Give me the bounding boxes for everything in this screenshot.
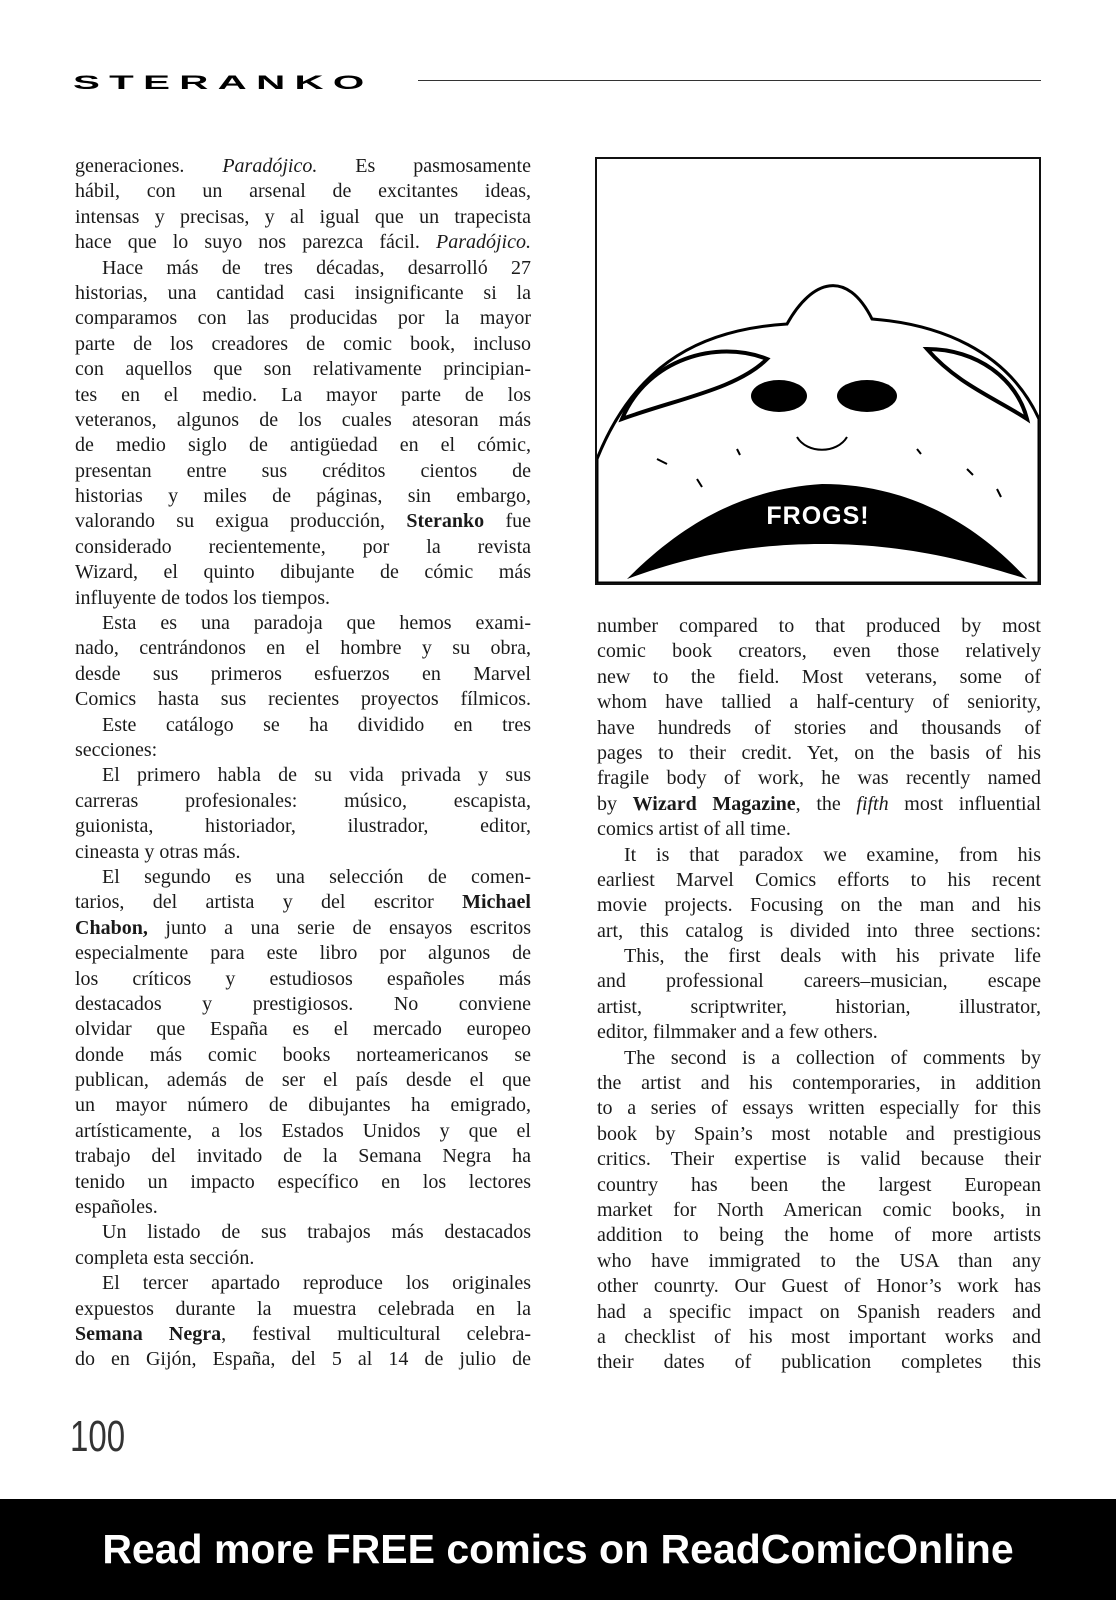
- text-segment: intensas y precisas, y al igual que un trapecista: [75, 205, 531, 228]
- text-line: [597, 1274, 1041, 1299]
- text-segment: critics. Their expertise is valid because their: [597, 1148, 1041, 1171]
- text-line: [75, 205, 531, 230]
- comic-panel-illustration: [595, 157, 1041, 585]
- text-segment: parte de los creadores de comic book, incluso: [75, 332, 531, 355]
- text-segment: and professional careers–musician, escape: [597, 970, 1041, 993]
- text-segment: Este catálogo se ha dividido en tres: [102, 713, 531, 736]
- bold-text: Steranko: [406, 510, 485, 533]
- text-line: [597, 1122, 1041, 1147]
- text-line: [75, 636, 531, 661]
- text-segment: movie projects. Focusing on the man and his: [597, 894, 1041, 917]
- text-segment: country has been the largest European: [597, 1173, 1041, 1196]
- text-segment: presentan entre sus créditos cientos de: [75, 459, 531, 482]
- text-line: [75, 1220, 531, 1245]
- text-segment: had a specific impact on Spanish readers and: [597, 1300, 1041, 1323]
- text-line: [75, 941, 531, 966]
- text-segment: guionista, historiador, ilustrador, editor,: [75, 815, 531, 838]
- text-line: [75, 1246, 531, 1271]
- text-line: [597, 944, 1041, 969]
- text-line: [75, 789, 531, 814]
- page-number: 100: [70, 1412, 126, 1461]
- text-segment: new to the field. Most veterans, some of: [597, 665, 1041, 688]
- text-segment: the artist and his contemporaries, in addition: [597, 1072, 1041, 1095]
- text-line: [597, 614, 1041, 639]
- italic-text: fifth: [856, 792, 889, 815]
- text-segment: Hace más de tres décadas, desarrolló 27: [102, 256, 531, 279]
- text-segment: fue: [484, 510, 531, 533]
- text-segment: to a series of essays written especially for this: [597, 1097, 1041, 1120]
- promo-banner[interactable]: [0, 1499, 1116, 1600]
- text-segment: other counrty. Our Guest of Honor’s work has: [597, 1275, 1041, 1298]
- text-line: [597, 1325, 1041, 1350]
- text-line: [597, 919, 1041, 944]
- text-line: [597, 893, 1041, 918]
- text-line: [75, 357, 531, 382]
- italic-text: Paradójico.: [436, 231, 531, 254]
- text-line: [75, 1068, 531, 1093]
- text-line: [597, 969, 1041, 994]
- text-line: [597, 1198, 1041, 1223]
- text-line: [597, 1173, 1041, 1198]
- text-line: [597, 843, 1041, 868]
- speech-caption: FROGS!: [766, 502, 870, 530]
- english-text-column: [597, 614, 1041, 1376]
- text-segment: un mayor número de dibujantes ha emigrado,: [75, 1094, 531, 1117]
- text-segment: by: [597, 792, 633, 815]
- text-line: [597, 665, 1041, 690]
- text-segment: secciones:: [75, 738, 158, 761]
- text-segment: have hundreds of stories and thousands of: [597, 716, 1041, 739]
- text-line: [75, 256, 531, 281]
- text-segment: market for North American comic books, in: [597, 1198, 1041, 1221]
- text-segment: Un listado de sus trabajos más destacados: [102, 1221, 531, 1244]
- text-line: [75, 1297, 531, 1322]
- text-line: [75, 1144, 531, 1169]
- text-segment: influyente de todos los tiempos.: [75, 586, 330, 609]
- text-segment: whom have tallied a half-century of seniority,: [597, 691, 1041, 714]
- text-segment: valorando su exigua producción,: [75, 510, 407, 533]
- text-segment: number compared to that produced by most: [597, 615, 1041, 637]
- text-segment: destacados y prestigiosos. No conviene: [75, 992, 531, 1015]
- text-line: [597, 690, 1041, 715]
- spanish-text-column: [75, 154, 531, 1373]
- text-line: [597, 1046, 1041, 1071]
- text-line: [597, 792, 1041, 817]
- text-line: [75, 560, 531, 585]
- text-segment: tenido un impacto específico en los lectores: [75, 1170, 531, 1193]
- text-line: [75, 433, 531, 458]
- text-segment: publican, además de ser el país desde el que: [75, 1069, 531, 1092]
- text-line: [75, 1195, 531, 1220]
- text-segment: artist, scriptwriter, historian, illustrator,: [597, 995, 1041, 1018]
- text-line: [75, 1093, 531, 1118]
- text-segment: donde más comic books norteamericanos se: [75, 1043, 531, 1066]
- text-line: [75, 1347, 531, 1372]
- text-segment: Comics hasta sus recientes proyectos fílmicos.: [75, 688, 531, 711]
- text-segment: olvidar que España es el mercado europeo: [75, 1018, 531, 1041]
- text-line: [597, 766, 1041, 791]
- text-line: [597, 1249, 1041, 1274]
- text-segment: addition to being the home of more artists: [597, 1224, 1041, 1247]
- text-segment: do en Gijón, España, del 5 al 14 de julio de: [75, 1348, 531, 1371]
- text-line: [75, 814, 531, 839]
- text-segment: Esta es una paradoja que hemos exami-: [102, 612, 531, 635]
- text-segment: a checklist of his most important works and: [597, 1325, 1041, 1348]
- text-line: [75, 967, 531, 992]
- text-line: [75, 662, 531, 687]
- text-line: [597, 995, 1041, 1020]
- text-line: [75, 1322, 531, 1347]
- text-line: [75, 332, 531, 357]
- text-line: [75, 230, 531, 255]
- text-line: [597, 1300, 1041, 1325]
- text-line: [75, 865, 531, 890]
- text-segment: their dates of publication completes this: [597, 1351, 1041, 1374]
- text-line: [75, 687, 531, 712]
- text-line: [75, 916, 531, 941]
- text-segment: carreras profesionales: músico, escapista,: [75, 789, 531, 812]
- text-line: [75, 611, 531, 636]
- text-line: [75, 1271, 531, 1296]
- text-segment: El tercer apartado reproduce los originales: [102, 1272, 531, 1295]
- text-segment: pages to their credit. Yet, on the basis of his: [597, 741, 1041, 764]
- text-segment: This, the first deals with his private life: [624, 945, 1041, 968]
- text-segment: , festival multicultural celebra-: [221, 1322, 531, 1345]
- text-line: [75, 992, 531, 1017]
- text-line: [75, 459, 531, 484]
- text-line: [75, 509, 531, 534]
- bold-text: Wizard Magazine: [632, 792, 796, 815]
- text-segment: most influential: [888, 792, 1041, 815]
- text-segment: junto a una serie de ensayos escritos: [147, 916, 531, 939]
- text-line: [75, 281, 531, 306]
- text-segment: hábil, con un arsenal de excitantes ideas,: [75, 180, 531, 203]
- text-segment: tarios, del artista y del escritor: [75, 891, 463, 914]
- text-segment: The second is a collection of comments by: [624, 1046, 1041, 1069]
- promo-banner-text[interactable]: Read more FREE comics on ReadComicOnline: [102, 1526, 1014, 1572]
- bold-text: Chabon,: [75, 916, 148, 939]
- text-line: [75, 1170, 531, 1195]
- text-segment: comics artist of all time.: [597, 818, 791, 841]
- text-line: [75, 586, 531, 611]
- text-segment: trabajo del invitado de la Semana Negra ha: [75, 1145, 531, 1168]
- text-segment: con aquellos que son relativamente principian-: [75, 358, 531, 381]
- text-line: [597, 1350, 1041, 1375]
- bold-text: Semana Negra: [75, 1322, 222, 1345]
- text-line: [75, 306, 531, 331]
- text-segment: El segundo es una selección de comen-: [102, 865, 531, 888]
- text-segment: Es pasmosamente: [317, 155, 531, 177]
- text-segment: de medio siglo de antigüedad en el cómic,: [75, 434, 531, 457]
- text-line: [597, 1223, 1041, 1248]
- text-line: [75, 408, 531, 433]
- text-segment: artísticamente, a los Estados Unidos y que el: [75, 1119, 531, 1142]
- text-segment: los críticos y estudiosos españoles más: [75, 967, 531, 990]
- text-line: [597, 741, 1041, 766]
- text-segment: fragile body of work, he was recently named: [597, 767, 1041, 790]
- text-line: [597, 639, 1041, 664]
- text-segment: art, this catalog is divided into three sections:: [597, 919, 1041, 942]
- text-segment: historias, una cantidad casi insignificante si la: [75, 281, 531, 304]
- text-segment: tes en el medio. La mayor parte de los: [75, 383, 531, 406]
- text-line: [75, 1119, 531, 1144]
- text-line: [75, 154, 531, 179]
- text-segment: It is that paradox we examine, from his: [624, 843, 1041, 866]
- steranko-logo: STERANKO: [73, 70, 374, 94]
- text-segment: completa esta sección.: [75, 1246, 255, 1269]
- text-line: [597, 1071, 1041, 1096]
- text-line: [75, 840, 531, 865]
- text-line: [597, 1147, 1041, 1172]
- text-segment: generaciones.: [75, 155, 223, 177]
- text-line: [75, 484, 531, 509]
- text-line: [75, 890, 531, 915]
- text-line: [75, 1017, 531, 1042]
- bold-text: Michael: [462, 891, 531, 914]
- text-segment: cineasta y otras más.: [75, 840, 241, 863]
- text-line: [597, 1096, 1041, 1121]
- text-segment: El primero habla de su vida privada y sus: [102, 764, 531, 787]
- text-segment: , the: [795, 792, 857, 815]
- text-segment: veteranos, algunos de los cuales atesoran más: [75, 408, 531, 431]
- text-segment: expuestos durante la muestra celebrada en la: [75, 1297, 531, 1320]
- text-line: [75, 179, 531, 204]
- text-line: [597, 817, 1041, 842]
- text-segment: desde sus primeros esfuerzos en Marvel: [75, 662, 531, 685]
- text-segment: hace que lo suyo nos parezca fácil.: [75, 231, 436, 254]
- text-segment: comic book creators, even those relatively: [597, 640, 1041, 663]
- text-segment: comparamos con las producidas por la mayor: [75, 307, 531, 330]
- text-line: [597, 1020, 1041, 1045]
- text-segment: earliest Marvel Comics efforts to his recent: [597, 868, 1041, 891]
- text-line: [75, 383, 531, 408]
- text-segment: especialmente para este libro por algunos de: [75, 942, 531, 965]
- text-segment: who have immigrated to the USA than any: [597, 1249, 1041, 1272]
- text-line: [597, 868, 1041, 893]
- italic-text: Paradójico.: [222, 155, 318, 177]
- text-segment: editor, filmmaker and a few others.: [597, 1021, 878, 1044]
- header-rule: [418, 80, 1041, 81]
- text-line: [75, 535, 531, 560]
- text-line: [75, 738, 531, 763]
- text-segment: Wizard, el quinto dibujante de cómic más: [75, 561, 531, 584]
- text-segment: nado, centrándonos en el hombre y su obra,: [75, 637, 531, 660]
- text-line: [75, 1043, 531, 1068]
- text-line: [75, 713, 531, 738]
- text-segment: historias y miles de páginas, sin embargo,: [75, 485, 531, 508]
- text-segment: considerado recientemente, por la revista: [75, 535, 531, 558]
- text-line: [75, 763, 531, 788]
- text-segment: book by Spain’s most notable and prestigious: [597, 1122, 1041, 1145]
- text-line: [597, 716, 1041, 741]
- text-segment: españoles.: [75, 1196, 158, 1219]
